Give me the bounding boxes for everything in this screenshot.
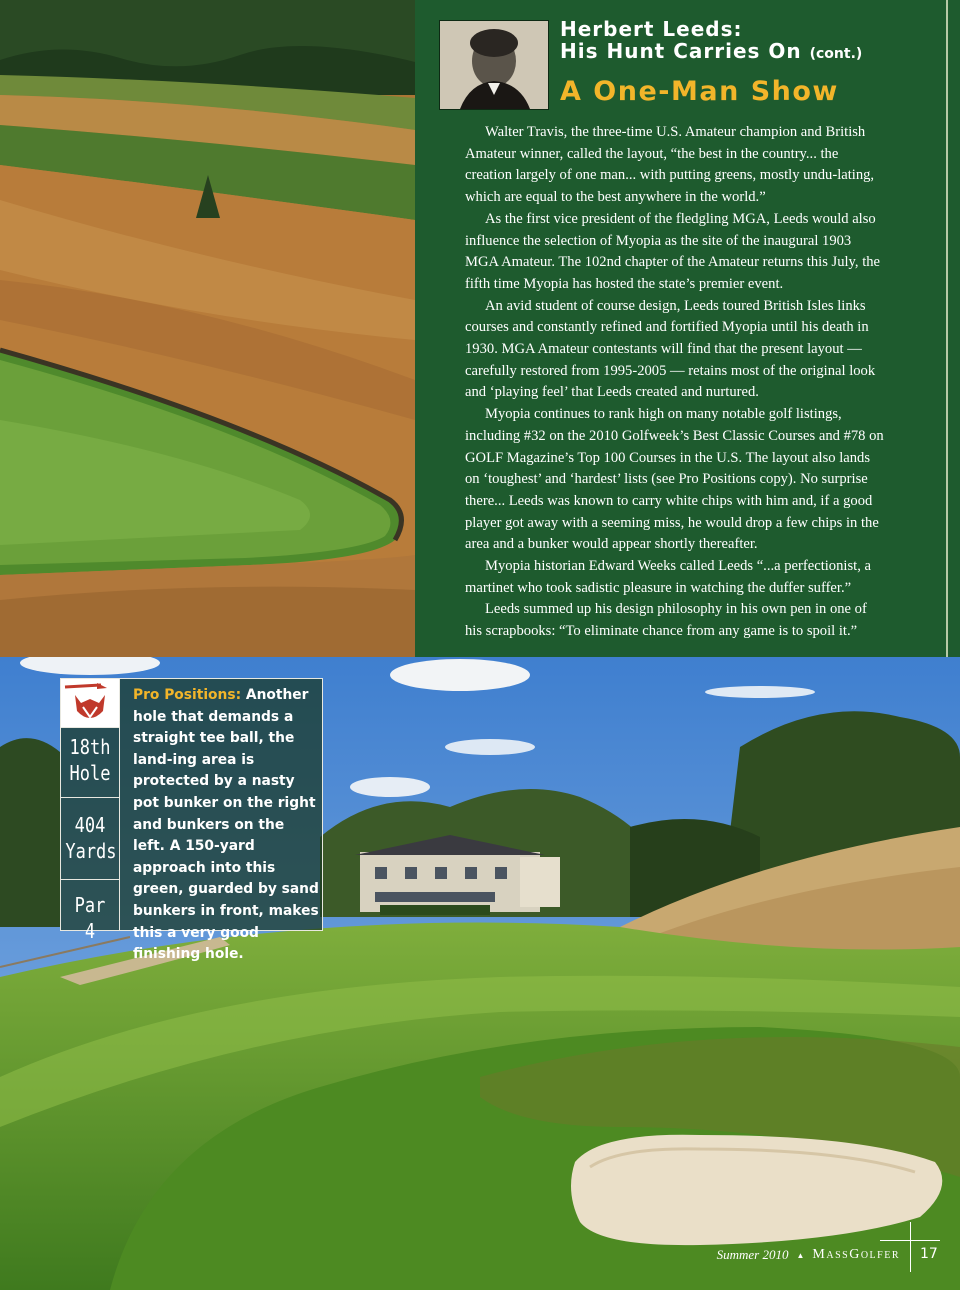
stats-divider: [61, 797, 119, 798]
folio-separator: ▲: [796, 1250, 805, 1260]
pro-positions-lead: Pro Positions:: [133, 687, 242, 703]
article-panel: [415, 0, 960, 657]
title-line-2-main: His Hunt Carries On: [560, 39, 802, 63]
folio: [717, 1247, 900, 1263]
folio-issue: Summer 2010: [716, 1247, 789, 1262]
paragraph: As the first vice president of the fledgling MGA, Leeds would also influence the selection of Myopia as the site of the inaugural 1903 MGA Amateur. The 102nd chapter of the Amateur returns this July, the fifth time Myopia has hosted the state’s premier event.: [465, 210, 881, 292]
folio-magazine: MassGolfer: [812, 1247, 900, 1262]
pro-positions-text: [133, 685, 319, 966]
page-number: 17: [920, 1246, 938, 1262]
article-body: [465, 122, 885, 643]
pro-positions-box: [60, 678, 323, 963]
title-line-1: Herbert Leeds:: [560, 17, 743, 41]
hole-number-value: 18th: [69, 735, 111, 759]
hole-number-label: Hole: [69, 761, 111, 785]
stats-divider: [61, 879, 119, 880]
pro-positions-body: Another hole that demands a straight tee ball, the land-ing area is protected by a nasty pot bunker on the right and bunkers on the left. A 150-yard approach into this green, guarded by sand bunkers in front, makes this a very good finishing hole.: [133, 687, 319, 963]
paragraph: Walter Travis, the three-time U.S. Amateur champion and British Amateur winner, called the layout, “the best in the country... the creation largely of one man... with putting greens, mostly undu-lating, which are equal to the best anywhere in the world.”: [465, 124, 875, 206]
paragraph: Myopia continues to rank high on many notable golf listings, including #32 on the 2010 Golfweek’s Best Classic Courses and #78 on GOLF Magazine’s Top 100 Courses in the U.S. The layout also lands on ‘toughest’ and ‘hardest’ lists (see Pro Positions copy). No surprise there... Leeds was known to carry white chips with him and, if a good player got away with a seeming miss, he would drop a few chips in the area and a bunker would appear shortly thereafter.: [465, 406, 884, 553]
hole-yardage: [65, 812, 117, 864]
hole-par: Par 4: [74, 893, 106, 943]
title-continued: (cont.): [809, 46, 863, 62]
paragraph: An avid student of course design, Leeds toured British Isles links courses and constantly refined and fortified Myopia until his death in 1930. MGA Amateur contestants will find that the present layout — carefully restored from 1995-2005 — retains most of the original look and ‘playing feel’ that Leeds created and nurtured.: [465, 297, 876, 401]
paragraph: Myopia historian Edward Weeks called Leeds “...a perfectionist, a martinet who took sadistic pleasure in watching the duffer suffer.”: [465, 558, 871, 596]
herbert-leeds-portrait: [439, 20, 549, 110]
paragraph: Leeds summed up his design philosophy in his own pen in one of his scrapbooks: “To eliminate chance from any game is to spoil it.”: [465, 601, 867, 640]
article-subtitle: A One-Man Show: [560, 76, 839, 107]
panel-rule: [946, 0, 948, 657]
folio-rule-vertical: [910, 1222, 911, 1272]
course-photo-fields: [0, 0, 415, 657]
hole-number: [65, 734, 114, 786]
hole-stats-column: [61, 679, 120, 943]
yardage-value: 404: [74, 813, 106, 837]
yardage-label: Yards: [65, 839, 117, 863]
title-line-2: [560, 40, 940, 65]
article-title: [560, 18, 940, 65]
fox-crest-icon: [61, 679, 119, 728]
